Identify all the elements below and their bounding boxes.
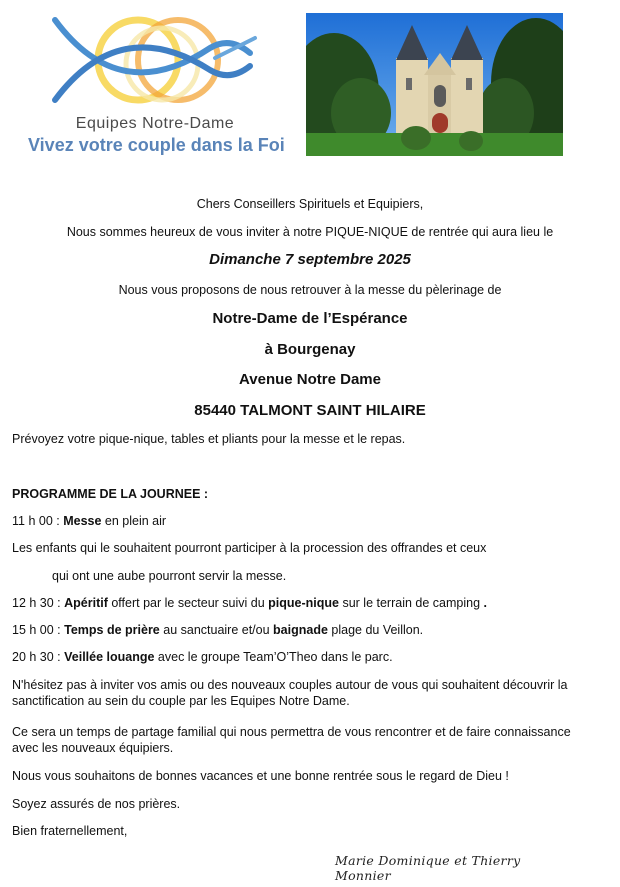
closing-text: Bien fraternellement, <box>12 824 128 838</box>
children-text-line2: qui ont une aube pourront servir la messe. <box>52 569 287 583</box>
proposal-text: Nous vous proposons de nous retrouver à la messe du pèlerinage de <box>118 283 502 297</box>
invite-friends-paragraph: N'hésitez pas à inviter vos amis ou des nouveaux couples autour de vous qui souhaitent découvrir la sanctification au sein du couple par les Equipes Notre Dame. <box>12 678 568 708</box>
programme-title: PROGRAMME DE LA JOURNEE : <box>12 487 209 501</box>
logo-tagline: Vivez votre couple dans la Foi <box>28 135 285 155</box>
logo-name: Equipes Notre-Dame <box>75 115 235 132</box>
sharing-paragraph: Ce sera un temps de partage familial qui nous permettra de vous rencontrer et de faire connaissance avec les nouveaux équipiers. <box>12 725 571 755</box>
location-sanctuary: Notre-Dame de l’Espérance <box>212 310 408 327</box>
fish-rings-logo-icon <box>50 8 260 113</box>
bring-text: Prévoyez votre pique-nique, tables et pliants pour la messe et le repas. <box>12 432 406 446</box>
location-street: Avenue Notre Dame <box>239 371 381 388</box>
invitation-text: Nous sommes heureux de vous inviter à notre PIQUE-NIQUE de rentrée qui aura lieu le <box>66 225 554 239</box>
equipes-notre-dame-logo <box>24 8 286 158</box>
children-text-line1: Les enfants qui le souhaitent pourront participer à la procession des offrandes et ceux <box>12 541 487 555</box>
signature: Marie Dominique et Thierry Monnier <box>335 853 521 883</box>
programme-item-vigil: 20 h 30 : Veillée louange avec le groupe Team’O’Theo dans le parc. <box>12 650 393 664</box>
programme-item-mass: 11 h 00 : Messe en plein air <box>12 514 167 528</box>
location-town: à Bourgenay <box>264 341 356 358</box>
church-photo <box>306 13 563 156</box>
wishes-text: Nous vous souhaitons de bonnes vacances et une bonne rentrée sous le regard de Dieu ! <box>12 769 509 783</box>
location-postcode-city: 85440 TALMONT SAINT HILAIRE <box>194 402 426 419</box>
programme-item-aperitif: 12 h 30 : Apéritif offert par le secteur suivi du pique-nique sur le terrain de camping . <box>12 596 487 610</box>
programme-item-prayer: 15 h 00 : Temps de prière au sanctuaire et/ou baignade plage du Veillon. <box>12 623 424 637</box>
event-date: Dimanche 7 septembre 2025 <box>209 251 411 268</box>
salutation: Chers Conseillers Spirituels et Equipiers, <box>196 197 424 211</box>
prayers-text: Soyez assurés de nos prières. <box>12 797 181 811</box>
